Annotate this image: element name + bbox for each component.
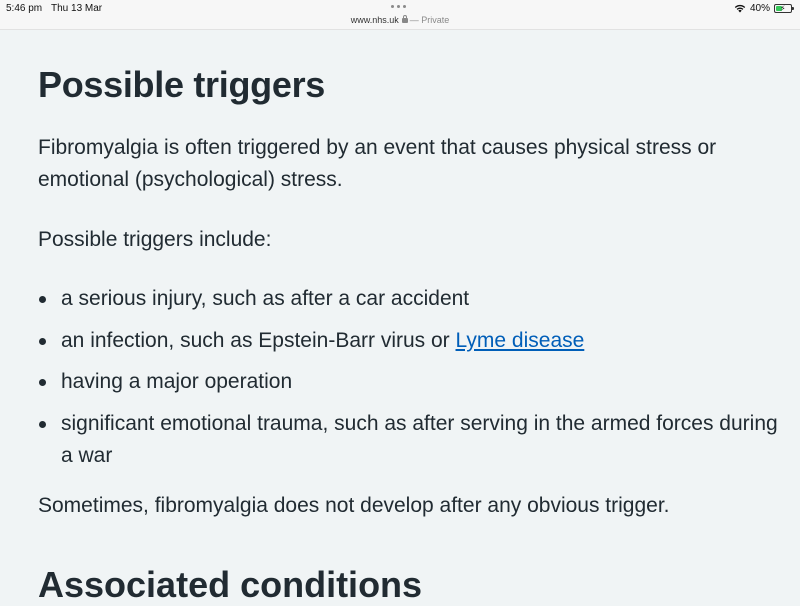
list-item-text: an infection, such as Epstein-Barr virus or <box>61 328 456 352</box>
lock-icon <box>402 18 408 23</box>
list-item <box>38 325 778 357</box>
next-section-title: Associated conditions <box>38 563 423 605</box>
battery-icon <box>774 4 792 13</box>
closing-paragraph: Sometimes, fibromyalgia does not develop after any obvious trigger. <box>38 493 670 517</box>
private-label: — Private <box>409 15 450 25</box>
list-item <box>38 408 778 472</box>
battery-percent: 40% <box>749 3 770 14</box>
lead-paragraph: Possible triggers include: <box>38 228 272 251</box>
browser-status-bar <box>0 0 800 30</box>
date: Thu 13 Mar <box>51 3 103 14</box>
lyme-disease-link[interactable]: Lyme disease <box>455 328 585 352</box>
article-content <box>38 30 778 606</box>
url-text: www.nhs.uk <box>350 15 399 25</box>
list-item <box>38 283 778 315</box>
list-item-text: a serious injury, such as after a car accident <box>61 287 470 310</box>
intro-paragraph: Fibromyalgia is often triggered by an event that causes physical stress or emotional (psychological) stress. <box>38 136 717 191</box>
wifi-icon <box>734 4 746 13</box>
clock: 5:46 pm <box>6 3 43 14</box>
charging-icon: ⚡ <box>780 4 786 13</box>
list-item <box>38 366 778 398</box>
more-options-icon[interactable] <box>391 5 406 8</box>
page-title: Possible triggers <box>38 64 325 105</box>
address-bar[interactable] <box>0 15 800 25</box>
triggers-list <box>38 283 778 472</box>
list-item-text: significant emotional trauma, such as after serving in the armed forces during a war <box>61 411 778 467</box>
system-indicators <box>734 3 792 14</box>
list-item-text: having a major operation <box>61 370 293 393</box>
